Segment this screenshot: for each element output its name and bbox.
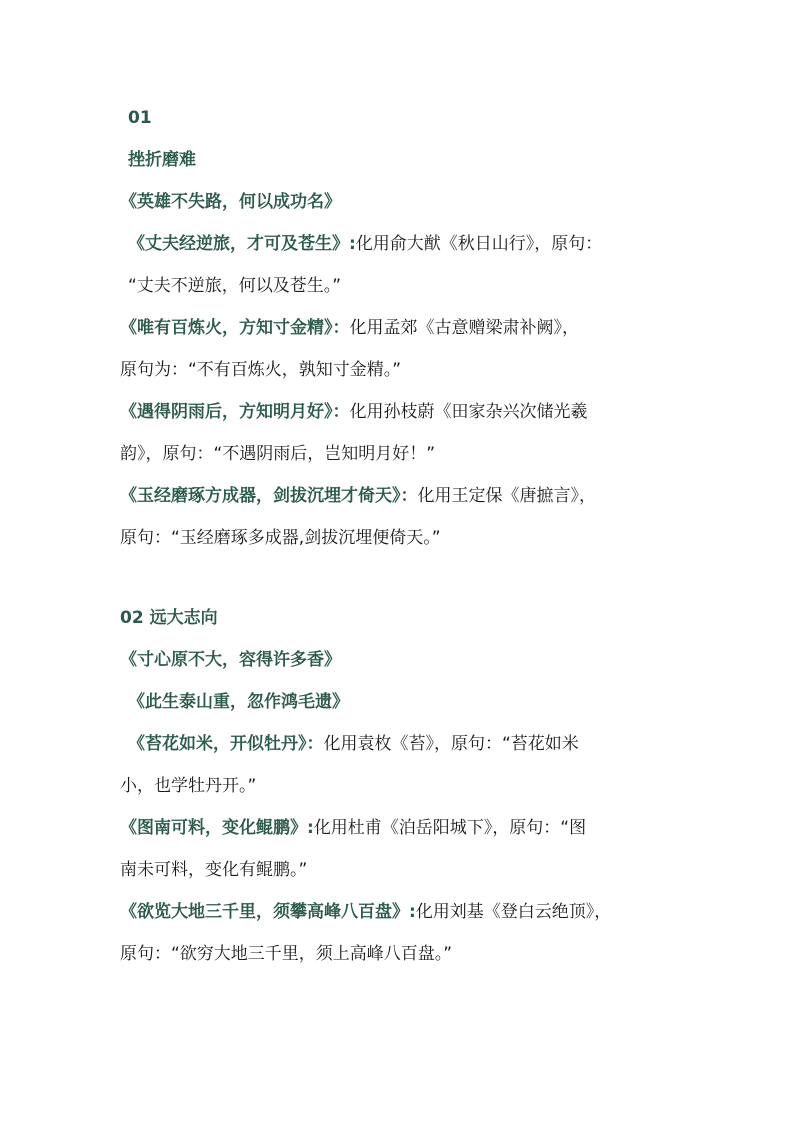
section-1-number: 01 [128, 108, 152, 128]
section-2-heading: 02 远大志向 [120, 608, 218, 628]
quote-source: 化用王定保《唐摭言》， [417, 486, 596, 506]
section-2-line-8 [120, 942, 710, 966]
quote-title: 《遇得阴雨后，方知明月好》： [120, 402, 350, 422]
section-2-line-5 [120, 816, 710, 840]
quote-title: 《唯有百炼火，方知寸金精》： [120, 318, 350, 338]
quote-title: 《玉经磨琢方成器，剑拔沉埋才倚天》： [120, 486, 418, 506]
section-2-line-1 [120, 648, 710, 672]
quote-title: 《欲览大地三千里，须攀高峰八百盘》: [120, 902, 416, 922]
quote-source: 化用杜甫《泊岳阳城下》，原句：“图 [313, 818, 587, 838]
quote-source: 原句为：“不有百炼火，孰知寸金精。” [120, 360, 402, 380]
section-2-line-2 [128, 690, 718, 714]
section-2-line-6 [120, 858, 710, 882]
section-1-line-9 [120, 526, 710, 550]
section-1-title: 挫折磨难 [128, 150, 196, 170]
section-2-line-4 [120, 774, 710, 798]
section-1-line-1 [120, 190, 710, 214]
quote-title: 《苔花如米，开似牡丹》： [128, 734, 324, 754]
quote-title: 《英雄不失路，何以成功名》 [120, 192, 341, 212]
section-2-line-3 [128, 732, 718, 756]
section-2-line-7 [120, 900, 710, 924]
quote-source: 小，也学牡丹开。” [120, 776, 257, 796]
quote-source: 原句：“欲穷大地三千里，须上高峰八百盘。” [120, 944, 453, 964]
quote-title: 《图南可料，变化鲲鹏》: [120, 818, 314, 838]
quote-source: “丈夫不逆旅，何以及苍生。” [128, 276, 342, 296]
section-1-line-8 [120, 484, 710, 508]
section-1-line-5 [120, 358, 710, 382]
quote-source: 化用刘基《登白云绝顶》， [415, 902, 612, 922]
section-1-line-4 [120, 316, 710, 340]
quote-title: 《此生泰山重，忽作鸿毛遗》 [128, 692, 349, 712]
section-1-line-3 [128, 274, 718, 298]
section-1-line-7 [120, 442, 710, 466]
section-1-line-2 [128, 232, 718, 256]
section-1-line-6 [120, 400, 710, 424]
quote-title: 《寸心原不大，容得许多香》 [120, 650, 341, 670]
quote-source: 南未可料，变化有鲲鹏。” [120, 860, 308, 880]
quote-source: 化用袁枚《苔》，原句：“苔花如米 [323, 734, 579, 754]
quote-source: 化用孙枝蔚《田家杂兴次储光羲 [349, 402, 588, 422]
quote-source: 化用俞大猷《秋日山行》，原句： [355, 234, 603, 254]
quote-title: 《丈夫经逆旅，才可及苍生》: [128, 234, 356, 254]
quote-source: 原句：“玉经磨琢多成器,剑拔沉埋便倚天。” [120, 528, 441, 548]
quote-source: 化用孟郊《古意赠梁肃补阙》， [349, 318, 579, 338]
quote-source: 韵》，原句：“不遇阴雨后，岂知明月好！” [120, 444, 436, 464]
